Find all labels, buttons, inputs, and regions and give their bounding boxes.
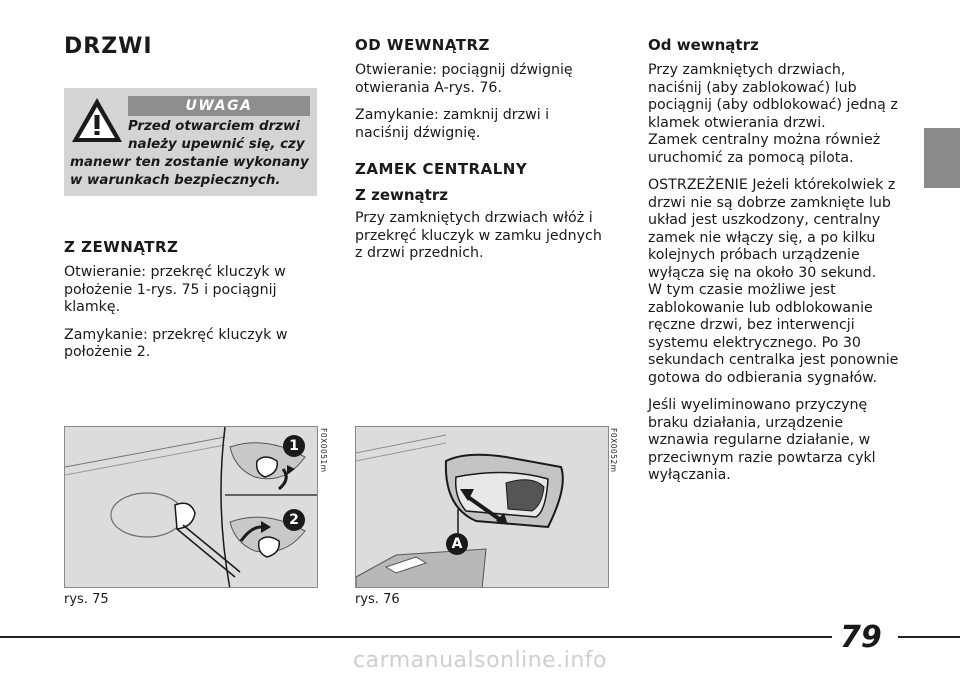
warning-box bbox=[64, 88, 317, 196]
right-paragraph-2b: W tym czasie możliwe jest zablokowanie lub odblokowanie ręczne drzwi, bez interwencji systemu elektrycznego. Po 30 sekundach centralka jest ponownie gotowa do odbierania sygnałów. bbox=[648, 282, 899, 386]
outside-section bbox=[64, 238, 304, 372]
bottom-rule-right bbox=[898, 636, 960, 638]
inside-paragraph-1: Otwieranie: pociągnij dźwignię otwierania A-rys. 76. bbox=[355, 62, 573, 96]
figure-75-caption: rys. 75 bbox=[64, 592, 109, 607]
section-tab bbox=[924, 128, 960, 188]
figure-76-caption: rys. 76 bbox=[355, 592, 400, 607]
page-title: DRZWI bbox=[64, 34, 153, 59]
central-heading: ZAMEK CENTRALNY bbox=[355, 160, 528, 178]
callout-1: 1 bbox=[283, 435, 305, 457]
door-handle-key-illustration bbox=[65, 427, 318, 588]
central-paragraph-1: Przy zamkniętych drzwiach włóż i przekręć kluczyk w zamku jednych z drzwi przednich. bbox=[355, 210, 602, 261]
warning-text bbox=[70, 118, 314, 190]
warning-line-2: należy upewnić się, czy bbox=[128, 137, 305, 152]
interior-door-lever-illustration bbox=[356, 427, 609, 588]
watermark: carmanualsonline.info bbox=[353, 648, 607, 673]
outside-heading: Z ZEWNĄTRZ bbox=[64, 238, 179, 256]
page-number: 79 bbox=[840, 620, 882, 655]
central-subheading: Z zewnątrz bbox=[355, 186, 448, 204]
bottom-rule-left bbox=[0, 636, 832, 638]
figure-75 bbox=[64, 426, 318, 588]
right-paragraph-2a: OSTRZEŻENIE Jeżeli którekolwiek z drzwi nie są dobrze zamknięte lub układ jest uszkodzony, centralny zamek nie włączy się, a po kilku kolejnych próbach urządzenie wyłącza się na około 30 sekund. bbox=[648, 177, 896, 281]
right-paragraph-1b: Zamek centralny można również uruchomić za pomocą pilota. bbox=[648, 132, 881, 166]
warning-line-3: manewr ten zostanie wykonany w warunkach bezpiecznych. bbox=[70, 155, 309, 188]
inside-paragraph-2: Zamykanie: zamknij drzwi i naciśnij dźwignię. bbox=[355, 107, 550, 141]
figure-76 bbox=[355, 426, 609, 588]
figure-76-code: F0X0052m bbox=[609, 428, 618, 473]
right-subheading: Od wewnątrz bbox=[648, 36, 759, 54]
outside-paragraph-2: Zamykanie: przekręć kluczyk w położenie 2. bbox=[64, 326, 288, 360]
warning-line-1: Przed otwarciem drzwi bbox=[128, 119, 300, 134]
outside-paragraph-1: Otwieranie: przekręć kluczyk w położenie 1-rys. 75 i pociągnij klamkę. bbox=[64, 264, 286, 315]
figure-75-code: F0X0051m bbox=[319, 428, 328, 473]
callout-2: 2 bbox=[283, 509, 305, 531]
right-paragraph-3: Jeśli wyeliminowano przyczynę braku działania, urządzenie wznawia regularne działanie, w przeciwnym razie powtarza cykl wyłączania. bbox=[648, 397, 876, 483]
inside-heading: OD WEWNĄTRZ bbox=[355, 36, 490, 54]
callout-a: A bbox=[446, 533, 468, 555]
right-paragraph-1a: Przy zamkniętych drzwiach, naciśnij (aby zablokować) lub pociągnij (aby odblokować) jedną z klamek otwierania drzwi. bbox=[648, 62, 898, 131]
inside-section bbox=[355, 36, 605, 273]
right-section bbox=[648, 36, 903, 495]
warning-label: UWAGA bbox=[128, 96, 310, 116]
